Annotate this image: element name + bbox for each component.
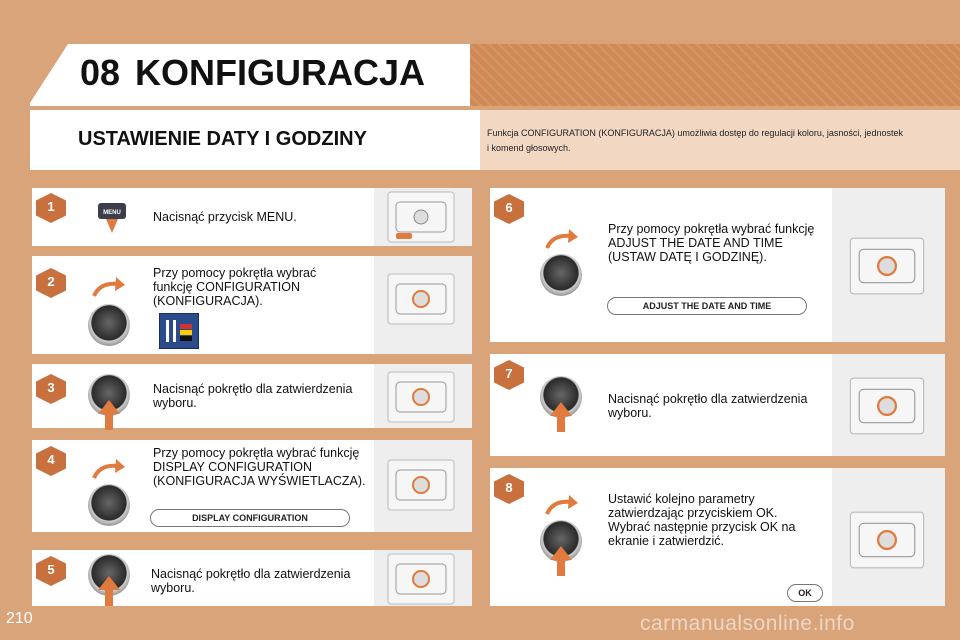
step-text-8: Ustawić kolejno parametry zatwierdzając przyciskiem OK. Wybrać następnie przycisk OK na ekranie i zatwierdzić. [608, 492, 796, 548]
step-badge-7: 7 [494, 360, 524, 390]
section-number: 08 [80, 52, 121, 93]
rotary-knob-icon [88, 484, 130, 526]
watermark: carmanualsonline.info [640, 612, 855, 635]
step-text-4: Przy pomocy pokrętła wybrać funkcję DISPLAY CONFIGURATION (KONFIGURACJA WYŚWIETLACZA). [153, 446, 366, 488]
radio-panel-icon [386, 370, 456, 424]
radio-panel-icon [386, 190, 456, 244]
page-title: KONFIGURACJA [135, 52, 426, 93]
step-badge-5: 5 [36, 556, 66, 586]
step-badge-8: 8 [494, 474, 524, 504]
step-badge-1: 1 [36, 193, 66, 223]
menu-button-icon [98, 197, 126, 233]
rotate-arrow-icon [90, 276, 126, 300]
step-text-6: Przy pomocy pokrętła wybrać funkcję ADJUST THE DATE AND TIME (USTAW DATĘ I GODZINĘ). [608, 222, 815, 264]
step-badge-6: 6 [494, 194, 524, 224]
page-number: 210 [6, 610, 33, 627]
radio-panel-icon [386, 272, 456, 326]
header-stripes [470, 44, 960, 106]
radio-panel-icon [386, 458, 456, 512]
press-arrow-icon [98, 576, 120, 606]
adjust-date-time-label: ADJUST THE DATE AND TIME [607, 297, 807, 315]
step-badge-4: 4 [36, 446, 66, 476]
step-text-1: Nacisnąć przycisk MENU. [153, 210, 297, 224]
rotary-knob-icon [88, 304, 130, 346]
step-badge-3: 3 [36, 374, 66, 404]
rotate-arrow-icon [543, 228, 579, 252]
press-arrow-icon [550, 402, 572, 432]
rotate-arrow-icon [90, 458, 126, 482]
press-arrow-icon [98, 400, 120, 430]
ok-label: OK [787, 584, 823, 602]
press-arrow-icon [550, 546, 572, 576]
step-badge-2: 2 [36, 268, 66, 298]
step-text-3: Nacisnąć pokrętło dla zatwierdzenia wyboru. [153, 382, 353, 410]
menu-button-label: MENU [103, 210, 121, 216]
rotary-knob-icon [540, 254, 582, 296]
radio-panel-icon [846, 376, 928, 436]
rotate-arrow-icon [543, 494, 579, 518]
radio-panel-icon [846, 510, 928, 570]
section-subtitle: USTAWIENIE DATY I GODZINY [78, 128, 367, 150]
display-configuration-label: DISPLAY CONFIGURATION [150, 509, 350, 527]
radio-panel-icon [386, 552, 456, 606]
step-text-7: Nacisnąć pokrętło dla zatwierdzenia wyboru. [608, 392, 808, 420]
step-text-2: Przy pomocy pokrętła wybrać funkcję CONFIGURATION (KONFIGURACJA). [153, 266, 317, 308]
section-description: Funkcja CONFIGURATION (KONFIGURACJA) umożliwia dostęp do regulacji koloru, jasności, jednostek i komend głosowych. [487, 128, 903, 153]
step-text-5: Nacisnąć pokrętło dla zatwierdzenia wyboru. [151, 567, 351, 595]
configuration-icon [159, 313, 199, 349]
radio-panel-icon [846, 236, 928, 296]
